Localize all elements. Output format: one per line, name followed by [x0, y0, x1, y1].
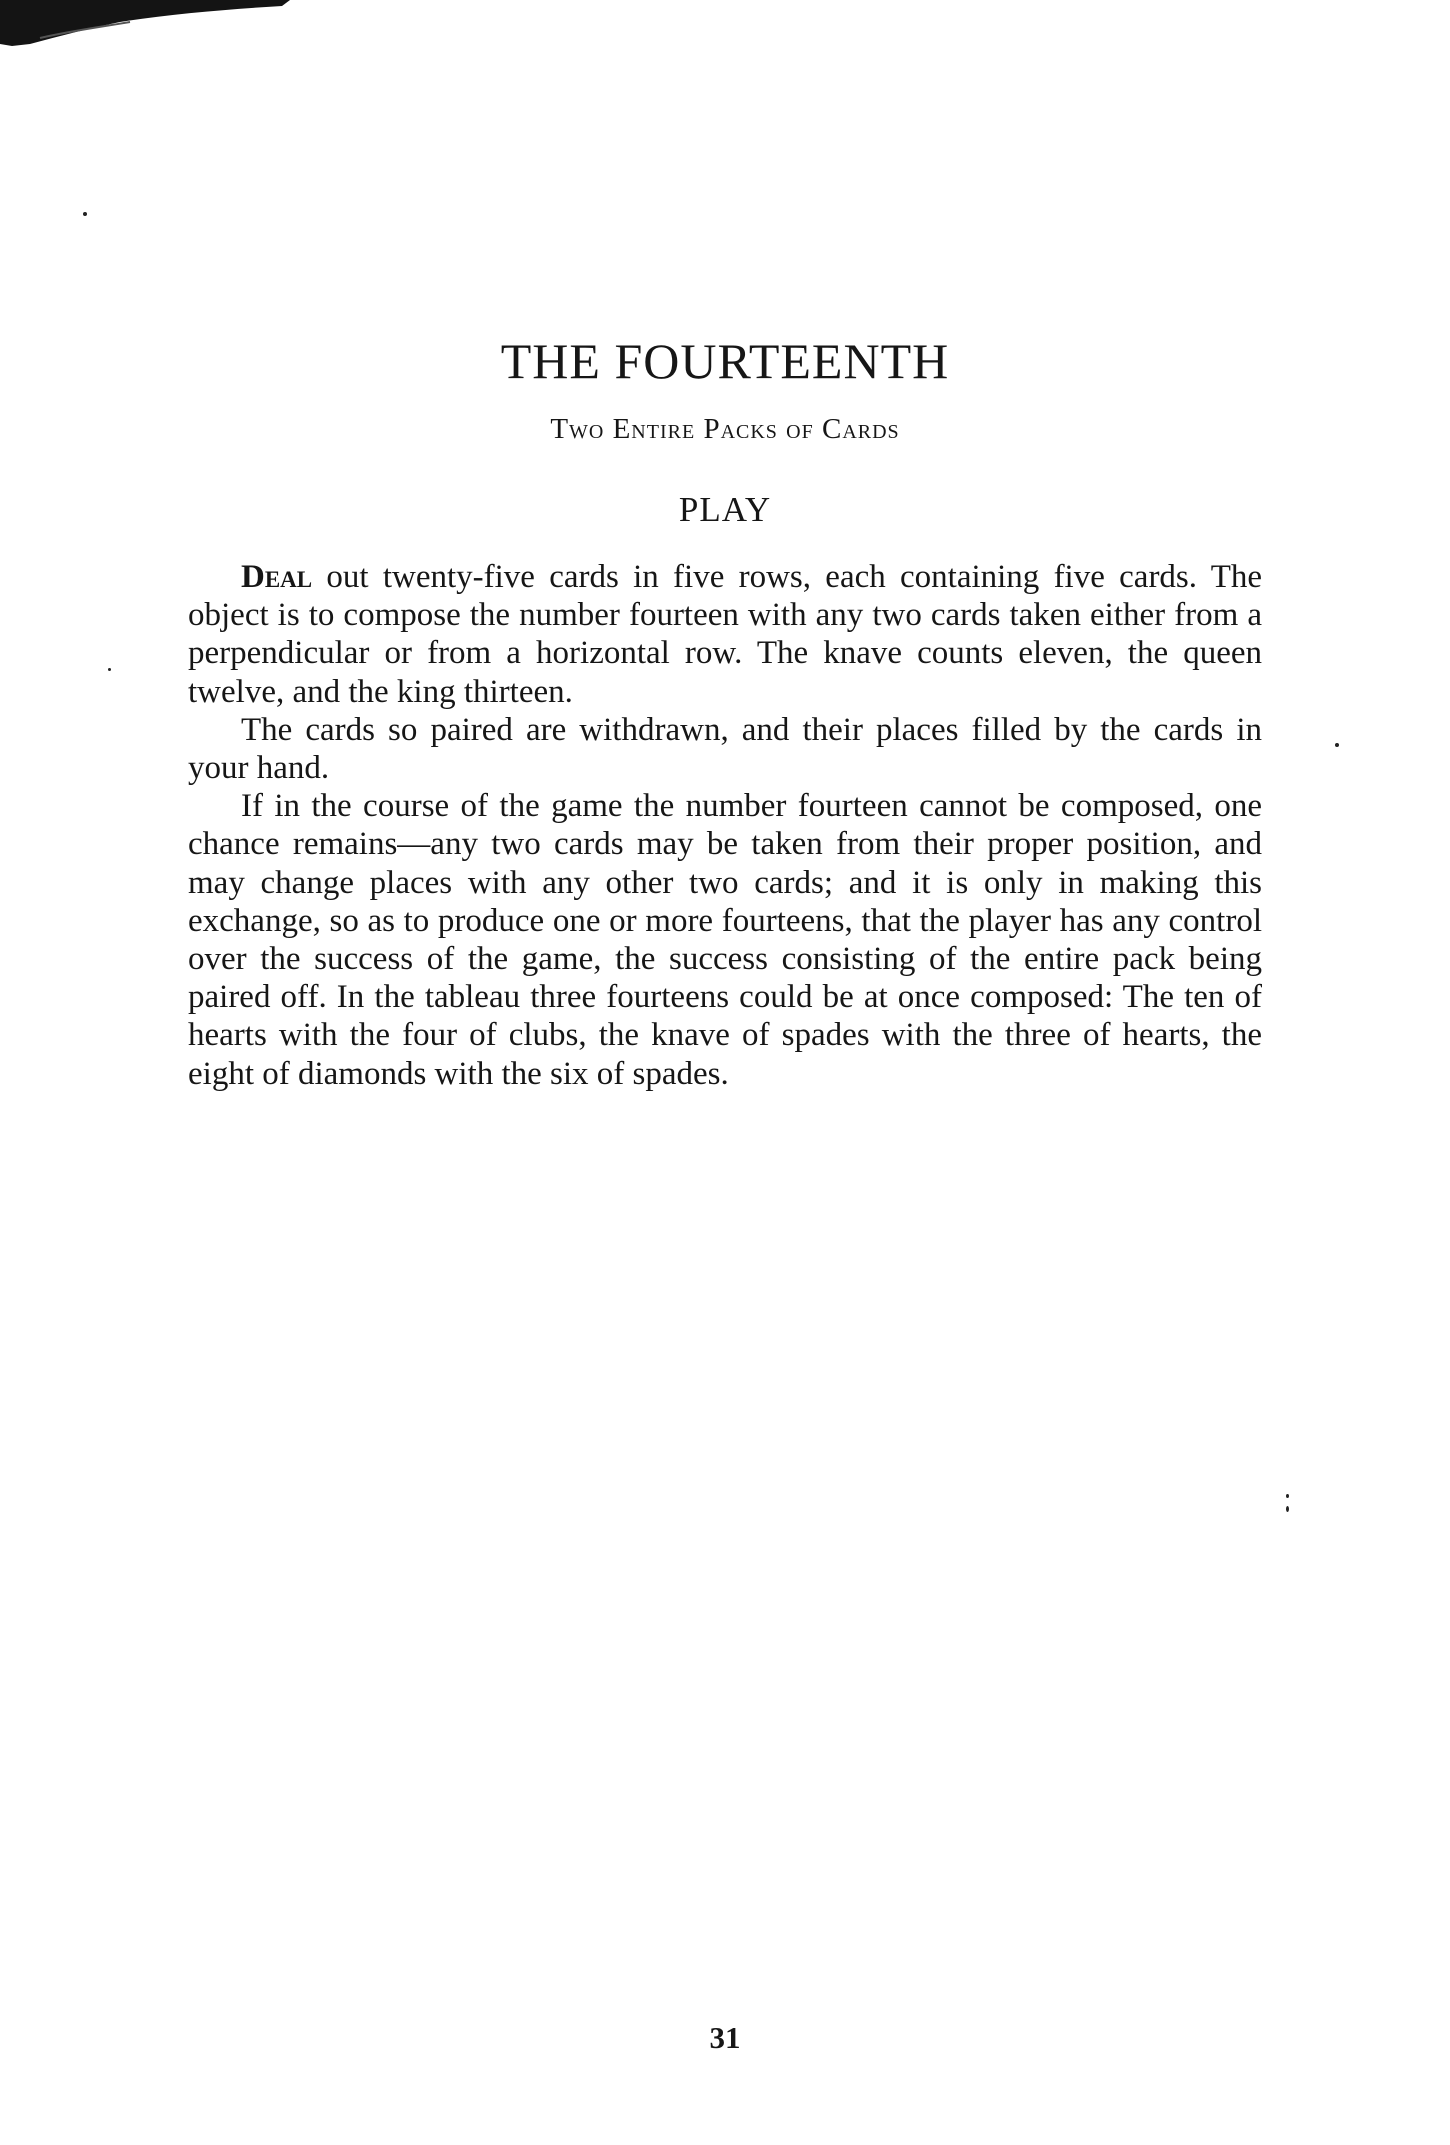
scan-artifact-mark: [0, 0, 290, 46]
paragraph-3: [188, 787, 1262, 1093]
body-text: [188, 558, 1262, 1093]
scan-speck: [1286, 1494, 1289, 1498]
chapter-title: THE FOURTEENTH: [500, 332, 950, 389]
scan-speck: [108, 668, 111, 671]
chapter-subtitle: Two Entire Packs of Cards: [550, 413, 900, 445]
scan-speck: [83, 212, 87, 216]
paragraph-lead-word: Deal: [241, 559, 313, 595]
paragraph-text: The cards so paired are withdrawn, and their places filled by the cards in your hand.: [188, 711, 1262, 787]
page-number: 31: [709, 2020, 741, 2055]
section-heading: PLAY: [678, 490, 772, 529]
scan-speck: [1286, 1506, 1289, 1512]
paragraph-text: out twenty-five cards in five rows, each containing five cards. The object is to compose the number fourteen with any two cards taken either from a perpendicular or from a horizontal row. The knave counts eleven, the queen twelve, and the king thirteen.: [188, 559, 1262, 710]
paragraph-text: If in the course of the game the number fourteen cannot be composed, one chance remains—any two cards may be taken from their proper position, and may change places with any other two cards; and it is only in making this exchange, so as to produce one or more fourteens, that the player has any control over the success of the game, the success consisting of the entire pack being paired off. In the tableau three fourteens could be at once composed: The ten of hearts with the four of clubs, the knave of spades with the three of hearts, the eight of diamonds with the six of spades.: [188, 788, 1262, 1092]
paragraph-1: [188, 558, 1262, 711]
paragraph-2: [188, 711, 1262, 787]
scan-speck: [1335, 743, 1339, 747]
